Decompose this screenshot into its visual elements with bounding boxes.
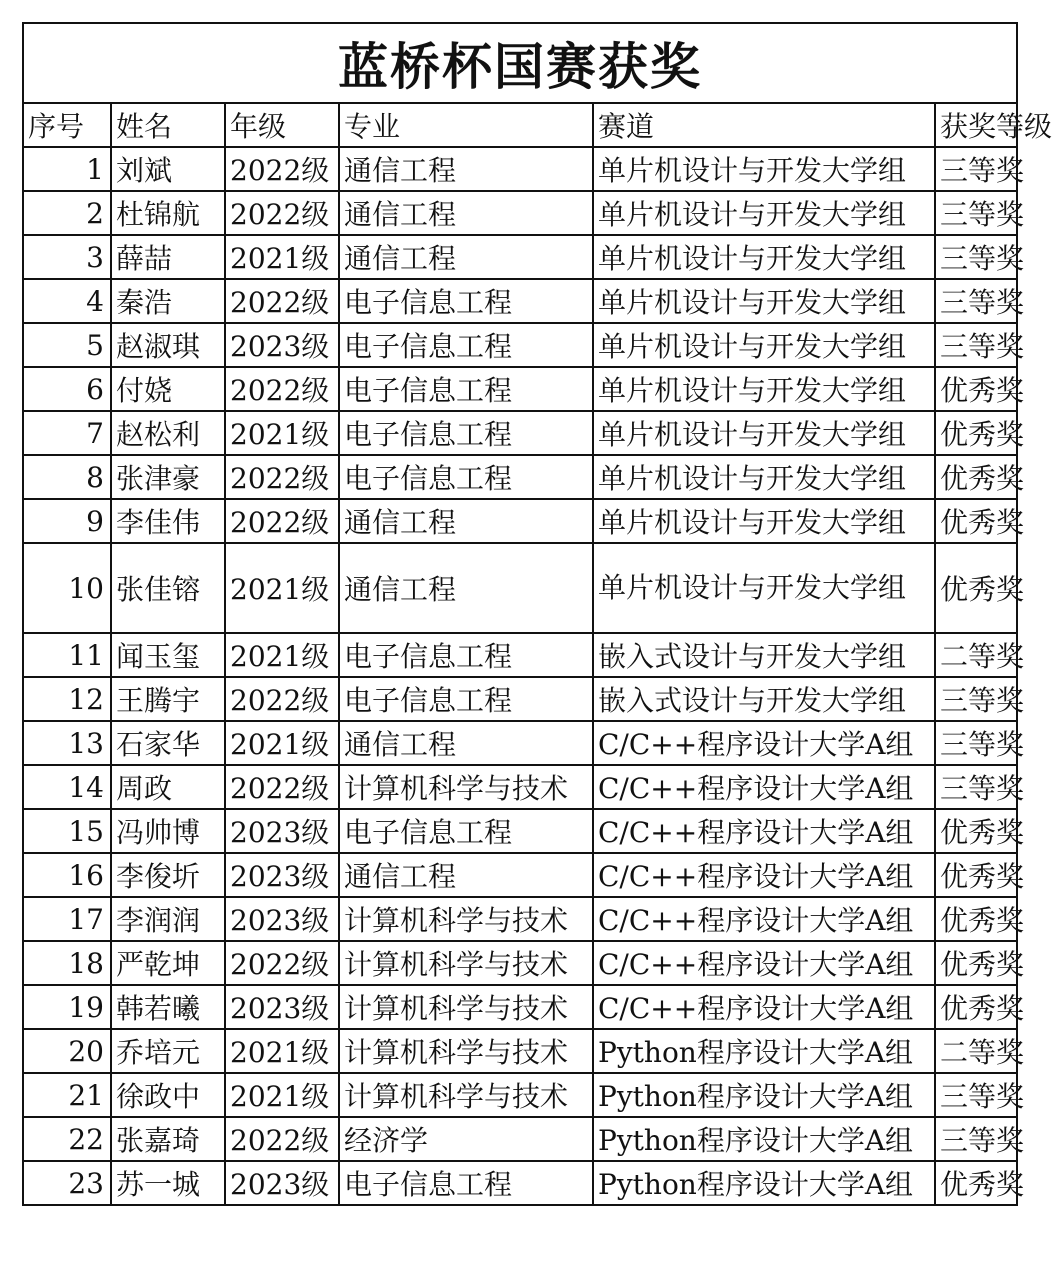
cell-track: C/C++程序设计大学A组 (593, 985, 935, 1029)
header-track: 赛道 (593, 104, 935, 147)
cell-major: 计算机科学与技术 (339, 897, 593, 941)
cell-award: 三等奖 (935, 147, 1016, 191)
cell-award: 优秀奖 (935, 455, 1016, 499)
cell-major: 通信工程 (339, 853, 593, 897)
cell-index: 2 (24, 191, 111, 235)
cell-grade: 2023级 (225, 809, 339, 853)
cell-track: 单片机设计与开发大学组 (593, 191, 935, 235)
cell-track: 单片机设计与开发大学组 (593, 543, 935, 633)
cell-major: 电子信息工程 (339, 455, 593, 499)
cell-index: 10 (24, 543, 111, 633)
cell-index: 20 (24, 1029, 111, 1073)
cell-major: 通信工程 (339, 499, 593, 543)
cell-name: 杜锦航 (111, 191, 225, 235)
cell-major: 通信工程 (339, 191, 593, 235)
cell-grade: 2022级 (225, 765, 339, 809)
cell-index: 22 (24, 1117, 111, 1161)
cell-index: 21 (24, 1073, 111, 1117)
cell-award: 优秀奖 (935, 499, 1016, 543)
cell-track: Python程序设计大学A组 (593, 1117, 935, 1161)
cell-grade: 2023级 (225, 1161, 339, 1204)
cell-name: 李润润 (111, 897, 225, 941)
cell-grade: 2021级 (225, 235, 339, 279)
cell-grade: 2023级 (225, 853, 339, 897)
cell-name: 闻玉玺 (111, 633, 225, 677)
cell-index: 9 (24, 499, 111, 543)
cell-name: 李俊圻 (111, 853, 225, 897)
cell-index: 3 (24, 235, 111, 279)
cell-name: 张佳镕 (111, 543, 225, 633)
cell-award: 优秀奖 (935, 809, 1016, 853)
cell-track: 单片机设计与开发大学组 (593, 411, 935, 455)
cell-major: 电子信息工程 (339, 367, 593, 411)
cell-name: 严乾坤 (111, 941, 225, 985)
cell-award: 优秀奖 (935, 985, 1016, 1029)
cell-award: 优秀奖 (935, 853, 1016, 897)
cell-track: C/C++程序设计大学A组 (593, 941, 935, 985)
cell-grade: 2022级 (225, 455, 339, 499)
table-row (24, 1029, 1016, 1073)
cell-name: 薛喆 (111, 235, 225, 279)
table-row (24, 191, 1016, 235)
table-row (24, 455, 1016, 499)
cell-name: 韩若曦 (111, 985, 225, 1029)
cell-grade: 2022级 (225, 1117, 339, 1161)
cell-award: 三等奖 (935, 235, 1016, 279)
cell-index: 19 (24, 985, 111, 1029)
cell-award: 三等奖 (935, 1117, 1016, 1161)
cell-name: 冯帅博 (111, 809, 225, 853)
cell-major: 经济学 (339, 1117, 593, 1161)
cell-track: C/C++程序设计大学A组 (593, 809, 935, 853)
cell-award: 三等奖 (935, 191, 1016, 235)
cell-award: 二等奖 (935, 633, 1016, 677)
cell-track: 单片机设计与开发大学组 (593, 499, 935, 543)
table-row (24, 809, 1016, 853)
cell-track: 单片机设计与开发大学组 (593, 455, 935, 499)
cell-grade: 2022级 (225, 499, 339, 543)
cell-index: 6 (24, 367, 111, 411)
cell-major: 计算机科学与技术 (339, 985, 593, 1029)
cell-major: 电子信息工程 (339, 1161, 593, 1204)
cell-track: 单片机设计与开发大学组 (593, 235, 935, 279)
cell-index: 16 (24, 853, 111, 897)
cell-index: 15 (24, 809, 111, 853)
table-row (24, 721, 1016, 765)
cell-grade: 2021级 (225, 1029, 339, 1073)
cell-index: 14 (24, 765, 111, 809)
cell-index: 17 (24, 897, 111, 941)
cell-major: 通信工程 (339, 235, 593, 279)
cell-track: 嵌入式设计与开发大学组 (593, 677, 935, 721)
cell-index: 4 (24, 279, 111, 323)
cell-major: 电子信息工程 (339, 677, 593, 721)
cell-award: 三等奖 (935, 765, 1016, 809)
cell-award: 三等奖 (935, 323, 1016, 367)
cell-major: 通信工程 (339, 147, 593, 191)
header-major: 专业 (339, 104, 593, 147)
cell-award: 优秀奖 (935, 367, 1016, 411)
cell-grade: 2022级 (225, 279, 339, 323)
cell-award: 优秀奖 (935, 897, 1016, 941)
cell-name: 乔培元 (111, 1029, 225, 1073)
cell-index: 8 (24, 455, 111, 499)
table-row (24, 411, 1016, 455)
cell-award: 优秀奖 (935, 411, 1016, 455)
table-row (24, 765, 1016, 809)
cell-name: 李佳伟 (111, 499, 225, 543)
cell-name: 赵淑琪 (111, 323, 225, 367)
table-row (24, 279, 1016, 323)
cell-name: 付娆 (111, 367, 225, 411)
cell-major: 电子信息工程 (339, 809, 593, 853)
cell-name: 王腾宇 (111, 677, 225, 721)
cell-track: 单片机设计与开发大学组 (593, 279, 935, 323)
cell-award: 二等奖 (935, 1029, 1016, 1073)
cell-award: 优秀奖 (935, 543, 1016, 633)
cell-grade: 2021级 (225, 1073, 339, 1117)
cell-index: 18 (24, 941, 111, 985)
cell-major: 电子信息工程 (339, 323, 593, 367)
cell-name: 赵松利 (111, 411, 225, 455)
cell-grade: 2023级 (225, 985, 339, 1029)
cell-award: 优秀奖 (935, 1161, 1016, 1204)
cell-index: 11 (24, 633, 111, 677)
header-index: 序号 (24, 104, 111, 147)
cell-track: 单片机设计与开发大学组 (593, 367, 935, 411)
cell-major: 电子信息工程 (339, 633, 593, 677)
table-row (24, 147, 1016, 191)
table-row (24, 941, 1016, 985)
cell-grade: 2021级 (225, 411, 339, 455)
cell-index: 7 (24, 411, 111, 455)
header-name: 姓名 (111, 104, 225, 147)
table-row (24, 1161, 1016, 1204)
table-row (24, 543, 1016, 633)
table-row (24, 367, 1016, 411)
cell-grade: 2022级 (225, 677, 339, 721)
cell-award: 优秀奖 (935, 941, 1016, 985)
cell-grade: 2023级 (225, 323, 339, 367)
table-row (24, 897, 1016, 941)
cell-track: Python程序设计大学A组 (593, 1073, 935, 1117)
cell-name: 刘斌 (111, 147, 225, 191)
cell-track: 单片机设计与开发大学组 (593, 147, 935, 191)
cell-grade: 2023级 (225, 897, 339, 941)
cell-name: 苏一城 (111, 1161, 225, 1204)
cell-award: 三等奖 (935, 721, 1016, 765)
cell-track: C/C++程序设计大学A组 (593, 721, 935, 765)
cell-grade: 2022级 (225, 147, 339, 191)
cell-index: 13 (24, 721, 111, 765)
cell-index: 5 (24, 323, 111, 367)
cell-grade: 2021级 (225, 721, 339, 765)
cell-major: 通信工程 (339, 543, 593, 633)
cell-award: 三等奖 (935, 677, 1016, 721)
cell-major: 计算机科学与技术 (339, 941, 593, 985)
table-body (24, 147, 1025, 1204)
cell-track: Python程序设计大学A组 (593, 1161, 935, 1204)
cell-award: 三等奖 (935, 279, 1016, 323)
cell-index: 23 (24, 1161, 111, 1204)
cell-track: C/C++程序设计大学A组 (593, 765, 935, 809)
cell-grade: 2021级 (225, 633, 339, 677)
table-row (24, 633, 1016, 677)
cell-track: 单片机设计与开发大学组 (593, 323, 935, 367)
cell-track: Python程序设计大学A组 (593, 1029, 935, 1073)
cell-award: 三等奖 (935, 1073, 1016, 1117)
cell-major: 计算机科学与技术 (339, 1029, 593, 1073)
cell-major: 计算机科学与技术 (339, 765, 593, 809)
page-title: 蓝桥杯国赛获奖 (24, 24, 1016, 104)
table-row (24, 499, 1016, 543)
cell-name: 周政 (111, 765, 225, 809)
cell-name: 徐政中 (111, 1073, 225, 1117)
cell-grade: 2022级 (225, 367, 339, 411)
cell-grade: 2022级 (225, 191, 339, 235)
table-row (24, 235, 1016, 279)
cell-major: 通信工程 (339, 721, 593, 765)
cell-name: 秦浩 (111, 279, 225, 323)
header-award: 获奖等级 (935, 104, 1016, 147)
cell-name: 石家华 (111, 721, 225, 765)
header-grade: 年级 (225, 104, 339, 147)
cell-name: 张嘉琦 (111, 1117, 225, 1161)
award-table (24, 104, 1053, 1204)
award-sheet (22, 22, 1053, 1206)
cell-grade: 2022级 (225, 941, 339, 985)
table-row (24, 1117, 1016, 1161)
table-row (24, 677, 1016, 721)
cell-major: 计算机科学与技术 (339, 1073, 593, 1117)
cell-major: 电子信息工程 (339, 279, 593, 323)
cell-name: 张津豪 (111, 455, 225, 499)
cell-track: 嵌入式设计与开发大学组 (593, 633, 935, 677)
table-row (24, 1073, 1016, 1117)
cell-index: 12 (24, 677, 111, 721)
cell-track: C/C++程序设计大学A组 (593, 897, 935, 941)
table-row (24, 985, 1016, 1029)
cell-index: 1 (24, 147, 111, 191)
table-header-row (24, 104, 1016, 147)
table-row (24, 853, 1016, 897)
cell-track: C/C++程序设计大学A组 (593, 853, 935, 897)
cell-major: 电子信息工程 (339, 411, 593, 455)
table-row (24, 323, 1016, 367)
cell-grade: 2021级 (225, 543, 339, 633)
